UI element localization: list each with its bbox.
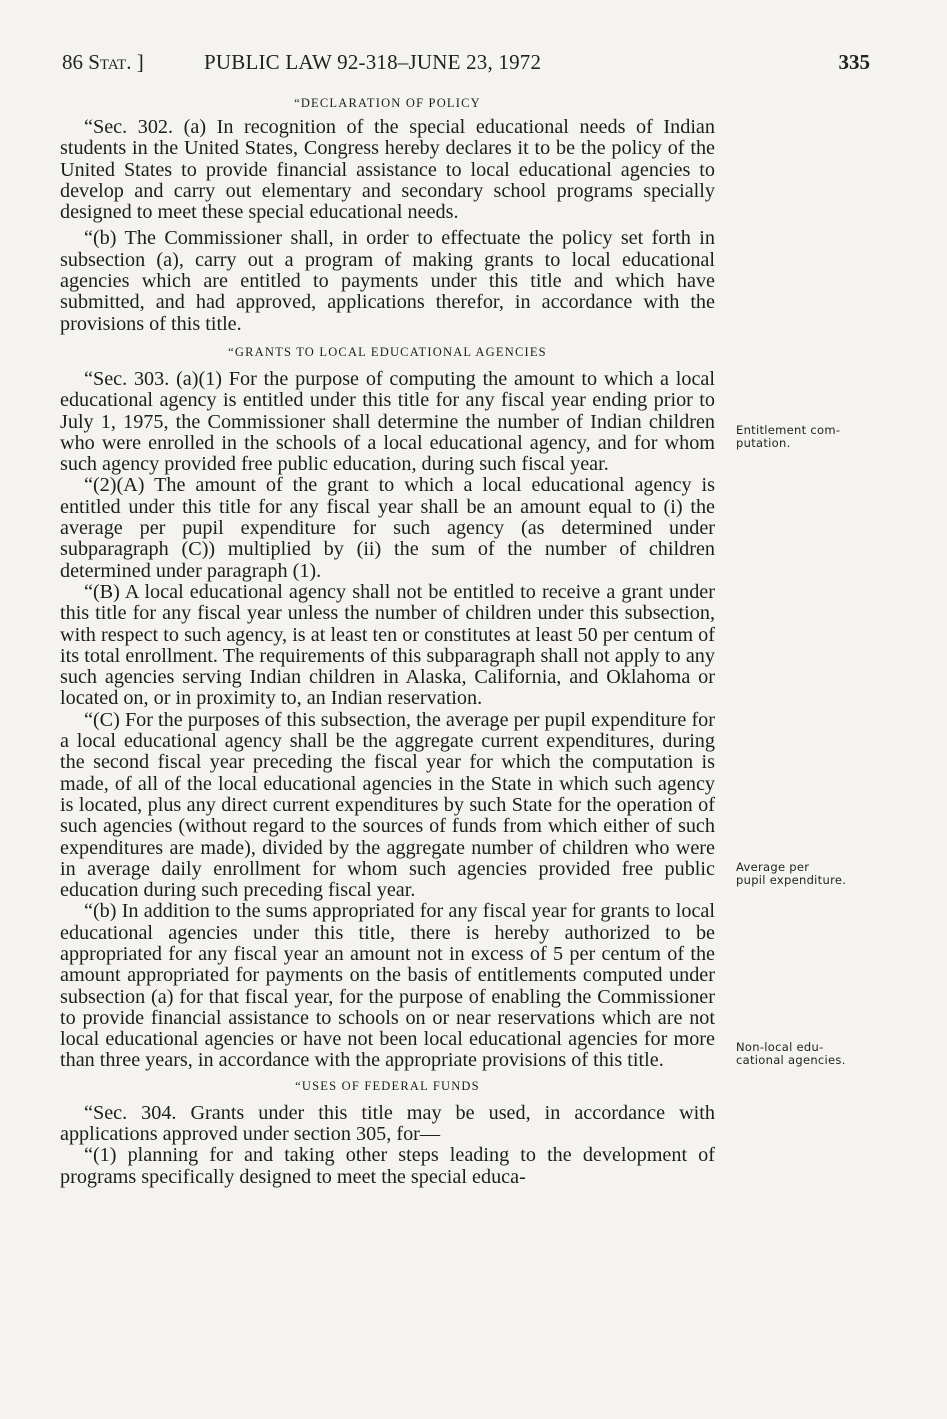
running-head bbox=[62, 50, 870, 78]
paragraph-sec-304: “Sec. 304. Grants under this title may be used, in accordance with applications approved under section 305, for— bbox=[60, 1101, 715, 1146]
statute-reference: 86 Stat. ] bbox=[62, 50, 144, 74]
heading-uses-of-federal-funds: “USES OF FEDERAL FUNDS bbox=[295, 1078, 480, 1093]
paragraph-sec-303-a-2-C: “(C) For the purposes of this subsection, the average per pupil expenditure for a local educational agency shall be the aggregate current expenditures, during the second fiscal year preceding the fiscal year for which the computation is made, of all of the local educational agencies in the State in which such agency is located, plus any direct current expenditures by such State for the operation of such agencies (without regard to the sources of funds from which either of such expenditures are made), divided by the aggregate number of children who were in average daily enrollment for whom such agencies provided free public education during such preceding fiscal year. bbox=[60, 708, 715, 902]
heading-grants-to-local-agencies: “GRANTS TO LOCAL EDUCATIONAL AGENCIES bbox=[228, 344, 547, 359]
heading-declaration-of-policy: “DECLARATION OF POLICY bbox=[294, 96, 481, 110]
margin-note-average-per-pupil: Average per pupil expenditure. bbox=[736, 860, 847, 887]
paragraph-sec-303-a-2-A: “(2)(A) The amount of the grant to which a local educational agency is entitled under this title for any fiscal year shall be an amount equal to (i) the average per pupil expenditure for such agency (as determined under subparagraph (C)) multiplied by (ii) the sum of the number of children determined under paragraph (1). bbox=[60, 474, 715, 582]
paragraph-sec-302-b: “(b) The Commissioner shall, in order to effectuate the policy set forth in subsection (a), carry out a program of making grants to local educational agencies which are entitled to payments under this title and which have submitted, and had approved, applications therefor, in accordance with the provisions of this title. bbox=[60, 227, 715, 335]
margin-note-non-local-agencies: Non-local edu- cational agencies. bbox=[736, 1040, 846, 1067]
paragraph-sec-303-a-2-B: “(B) A local educational agency shall not be entitled to receive a grant under this title for any fiscal year unless the number of children under this subsection, with respect to such agency, is at least ten or constitutes at least 50 per centum of its total enrollment. The requirements of this subparagraph shall not apply to any such agencies serving Indian children in Alaska, California, and Oklahoma or located on, or in proximity to, an Indian reservation. bbox=[60, 580, 715, 710]
paragraph-sec-303-a-1: “Sec. 303. (a)(1) For the purpose of computing the amount to which a local educational agency is entitled under this title for any fiscal year ending prior to July 1, 1975, the Commissioner shall determine the number of Indian children who were enrolled in the schools of a local educational agency, and for whom such agency provided free public education, during such fiscal year. bbox=[60, 367, 715, 476]
paragraph-sec-303-b: “(b) In addition to the sums appropriated for any fiscal year for grants to local educational agencies under this title, there is hereby authorized to be appropriated for any fiscal year an amount not in excess of 5 per centum of the amount appropriated for payments on the basis of entitlements computed under subsection (a) for that fiscal year, for the purpose of enabling the Commissioner to provide financial assistance to schools on or near reservations which are not local educational agencies or have not been local educational agencies for more than three years, in accordance with the appropriate provisions of this title. bbox=[60, 900, 715, 1072]
law-title: PUBLIC LAW 92-318–JUNE 23, 1972 bbox=[204, 50, 542, 74]
paragraph-sec-304-1: “(1) planning for and taking other steps leading to the development of programs specifically designed to meet the special educa- bbox=[60, 1144, 715, 1188]
body-column bbox=[60, 94, 715, 1188]
paragraph-sec-302-a: “Sec. 302. (a) In recognition of the special educational needs of Indian students in the United States, Congress hereby declares it to be the policy of the United States to provide financial assistance to local educational agencies to develop and carry out elementary and secondary school programs specially designed to meet these special educational needs. bbox=[60, 116, 715, 224]
page-number: 335 bbox=[838, 50, 870, 74]
margin-note-entitlement-computation: Entitlement com- putation. bbox=[736, 423, 841, 450]
